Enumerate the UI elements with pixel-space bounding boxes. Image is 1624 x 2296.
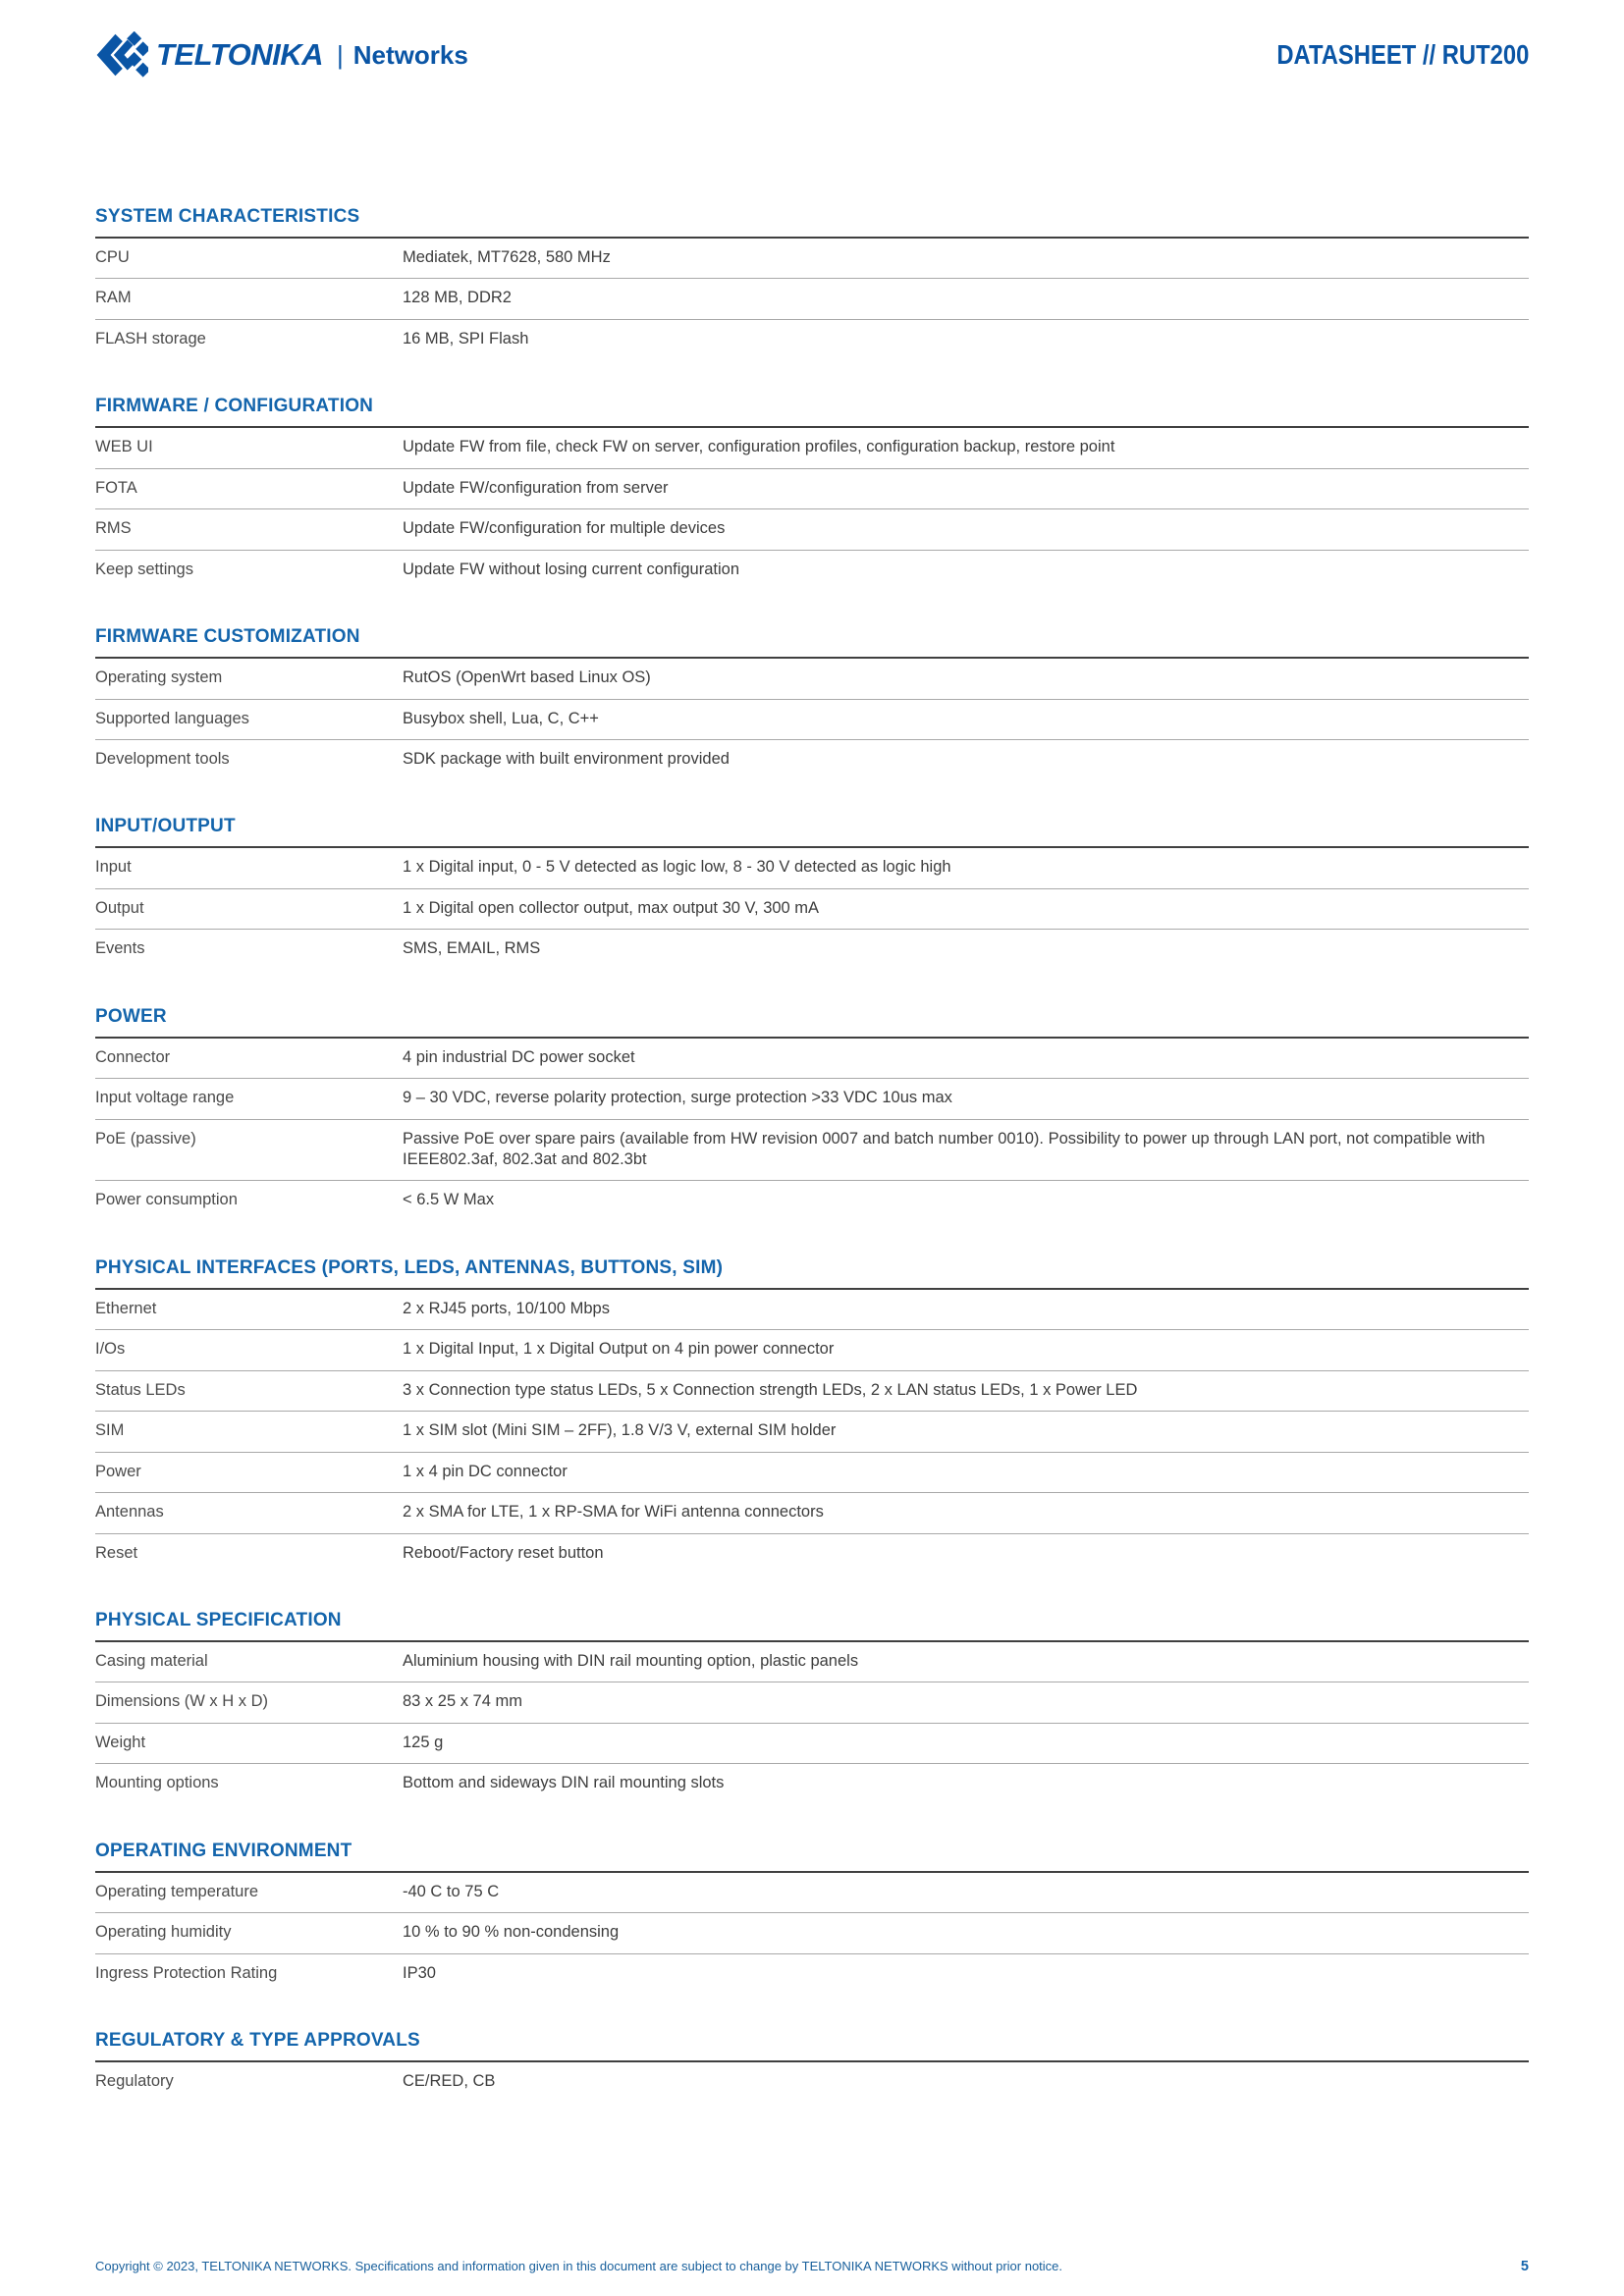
brand-name: TELTONIKA bbox=[156, 37, 324, 72]
spec-row-value: SMS, EMAIL, RMS bbox=[403, 939, 541, 958]
spec-row-label: I/Os bbox=[95, 1340, 126, 1359]
spec-row bbox=[95, 700, 1529, 740]
spec-row-label: Operating humidity bbox=[95, 1923, 232, 1942]
spec-row-value: Busybox shell, Lua, C, C++ bbox=[403, 709, 599, 727]
section-title: FIRMWARE / CONFIGURATION bbox=[95, 396, 374, 417]
spec-row-label: Events bbox=[95, 939, 145, 958]
spec-row-label: Ethernet bbox=[95, 1299, 157, 1317]
section-title: REGULATORY & TYPE APPROVALS bbox=[95, 2030, 420, 2051]
spec-row-value: 4 pin industrial DC power socket bbox=[403, 1047, 635, 1066]
spec-row bbox=[95, 1764, 1529, 1803]
spec-row-label: Reset bbox=[95, 1543, 138, 1562]
spec-row-value: 3 x Connection type status LEDs, 5 x Connection strength LEDs, 2 x LAN status LEDs, 1 x Power LED bbox=[403, 1380, 1138, 1399]
spec-sections bbox=[95, 206, 1529, 2102]
spec-row bbox=[95, 1412, 1529, 1452]
spec-row bbox=[95, 1120, 1529, 1182]
spec-row-label: Dimensions (W x H x D) bbox=[95, 1692, 269, 1711]
spec-row-value: Passive PoE over spare pairs (available from HW revision 0007 and batch number 0010). Possibility to power up through LAN port, not compatible with IEEE802.3af, 802.3at and 802.3bt bbox=[403, 1129, 1486, 1168]
spec-row-label: Status LEDs bbox=[95, 1380, 186, 1399]
spec-row bbox=[95, 320, 1529, 359]
spec-row-label: PoE (passive) bbox=[95, 1129, 196, 1148]
spec-row-value: 128 MB, DDR2 bbox=[403, 289, 512, 307]
section-title: OPERATING ENVIRONMENT bbox=[95, 1840, 352, 1861]
spec-row-label: FLASH storage bbox=[95, 329, 206, 347]
spec-row-value: 83 x 25 x 74 mm bbox=[403, 1692, 522, 1711]
spec-section bbox=[95, 206, 1529, 359]
spec-row-label: Operating system bbox=[95, 668, 223, 687]
spec-row-label: Weight bbox=[95, 1733, 146, 1751]
spec-section bbox=[95, 1610, 1529, 1804]
spec-row-value: Update FW without losing current configuration bbox=[403, 560, 740, 578]
spec-row bbox=[95, 1873, 1529, 1913]
spec-row-label: RMS bbox=[95, 519, 132, 538]
spec-row-label: Regulatory bbox=[95, 2072, 174, 2090]
spec-row bbox=[95, 1330, 1529, 1370]
spec-row-label: Power bbox=[95, 1462, 141, 1480]
brand-divider: | bbox=[337, 39, 344, 70]
spec-row-label: Output bbox=[95, 898, 144, 917]
spec-row bbox=[95, 428, 1529, 468]
spec-row-label: Casing material bbox=[95, 1651, 208, 1670]
spec-row-value: CE/RED, CB bbox=[403, 2072, 496, 2090]
spec-row bbox=[95, 551, 1529, 590]
spec-row-value: -40 C to 75 C bbox=[403, 1882, 500, 1900]
spec-row-value: Reboot/Factory reset button bbox=[403, 1543, 604, 1562]
spec-row-value: Mediatek, MT7628, 580 MHz bbox=[403, 248, 611, 266]
spec-row-value: RutOS (OpenWrt based Linux OS) bbox=[403, 668, 651, 687]
spec-row-label: Keep settings bbox=[95, 560, 193, 578]
spec-row bbox=[95, 279, 1529, 319]
spec-row-value: 125 g bbox=[403, 1733, 444, 1751]
spec-row bbox=[95, 1724, 1529, 1764]
spec-row bbox=[95, 1642, 1529, 1682]
spec-row bbox=[95, 1913, 1529, 1953]
spec-row-value: Aluminium housing with DIN rail mounting option, plastic panels bbox=[403, 1651, 859, 1670]
spec-row-label: RAM bbox=[95, 289, 132, 307]
spec-section bbox=[95, 1257, 1529, 1574]
spec-row-label: Mounting options bbox=[95, 1774, 219, 1792]
spec-row bbox=[95, 848, 1529, 888]
spec-row-value: Update FW/configuration for multiple devices bbox=[403, 519, 726, 538]
spec-row-value: 2 x RJ45 ports, 10/100 Mbps bbox=[403, 1299, 610, 1317]
spec-section bbox=[95, 1841, 1529, 1994]
spec-row-label: SIM bbox=[95, 1421, 125, 1440]
spec-row bbox=[95, 469, 1529, 509]
spec-section bbox=[95, 1006, 1529, 1221]
section-title: POWER bbox=[95, 1005, 167, 1027]
spec-row-value: IP30 bbox=[403, 1963, 436, 1982]
teltonika-logo bbox=[95, 31, 468, 79]
spec-row-value: 1 x SIM slot (Mini SIM – 2FF), 1.8 V/3 V, external SIM holder bbox=[403, 1421, 837, 1440]
teltonika-logo-icon bbox=[95, 31, 148, 79]
spec-row-label: FOTA bbox=[95, 478, 137, 497]
section-title: FIRMWARE CUSTOMIZATION bbox=[95, 626, 360, 648]
spec-row-label: Power consumption bbox=[95, 1191, 238, 1209]
spec-row-value: 2 x SMA for LTE, 1 x RP-SMA for WiFi antenna connectors bbox=[403, 1503, 824, 1522]
spec-row-label: Antennas bbox=[95, 1503, 164, 1522]
spec-row-value: 16 MB, SPI Flash bbox=[403, 329, 529, 347]
spec-row-value: 1 x Digital input, 0 - 5 V detected as logic low, 8 - 30 V detected as logic high bbox=[403, 858, 951, 877]
section-title: INPUT/OUTPUT bbox=[95, 816, 236, 837]
spec-section bbox=[95, 396, 1529, 590]
spec-row-value: Update FW from file, check FW on server, configuration profiles, configuration backup, restore point bbox=[403, 438, 1115, 456]
spec-row bbox=[95, 1181, 1529, 1220]
section-title: SYSTEM CHARACTERISTICS bbox=[95, 206, 360, 227]
spec-row bbox=[95, 740, 1529, 779]
spec-row bbox=[95, 889, 1529, 930]
spec-row-value: 9 – 30 VDC, reverse polarity protection, surge protection >33 VDC 10us max bbox=[403, 1089, 952, 1107]
spec-row bbox=[95, 1493, 1529, 1533]
page-number: 5 bbox=[1520, 2259, 1529, 2274]
section-title: PHYSICAL SPECIFICATION bbox=[95, 1609, 342, 1630]
spec-row-label: Connector bbox=[95, 1047, 171, 1066]
spec-row-value: Update FW/configuration from server bbox=[403, 478, 669, 497]
spec-row bbox=[95, 1954, 1529, 1994]
spec-row-value: 1 x 4 pin DC connector bbox=[403, 1462, 568, 1480]
spec-row-label: Supported languages bbox=[95, 709, 249, 727]
spec-row-label: WEB UI bbox=[95, 438, 153, 456]
spec-section bbox=[95, 626, 1529, 779]
spec-row bbox=[95, 2062, 1529, 2102]
document-title: DATASHEET // RUT200 bbox=[1276, 39, 1529, 70]
brand-suffix: Networks bbox=[352, 39, 468, 70]
spec-row bbox=[95, 1534, 1529, 1574]
page-footer bbox=[95, 2259, 1529, 2274]
spec-row bbox=[95, 659, 1529, 699]
spec-row bbox=[95, 1039, 1529, 1079]
spec-section bbox=[95, 2030, 1529, 2102]
spec-row bbox=[95, 509, 1529, 550]
spec-row-label: Input bbox=[95, 858, 132, 877]
spec-row-label: Ingress Protection Rating bbox=[95, 1963, 278, 1982]
spec-row-value: Bottom and sideways DIN rail mounting slots bbox=[403, 1774, 725, 1792]
section-title: PHYSICAL INTERFACES (PORTS, LEDS, ANTENNAS, BUTTONS, SIM) bbox=[95, 1256, 724, 1278]
page-header bbox=[95, 29, 1529, 80]
spec-row-value: SDK package with built environment provided bbox=[403, 749, 730, 768]
spec-row bbox=[95, 1290, 1529, 1330]
spec-row bbox=[95, 930, 1529, 969]
spec-row-value: 1 x Digital Input, 1 x Digital Output on 4 pin power connector bbox=[403, 1340, 835, 1359]
spec-row-label: Development tools bbox=[95, 749, 230, 768]
spec-row-value: 10 % to 90 % non-condensing bbox=[403, 1923, 620, 1942]
spec-row-label: Input voltage range bbox=[95, 1089, 235, 1107]
spec-row-value: < 6.5 W Max bbox=[403, 1191, 495, 1209]
spec-row-value: 1 x Digital open collector output, max output 30 V, 300 mA bbox=[403, 898, 820, 917]
spec-row-label: CPU bbox=[95, 248, 130, 266]
spec-row bbox=[95, 1682, 1529, 1723]
spec-row bbox=[95, 1079, 1529, 1119]
spec-section bbox=[95, 816, 1529, 969]
spec-row bbox=[95, 239, 1529, 279]
spec-row bbox=[95, 1371, 1529, 1412]
spec-row bbox=[95, 1453, 1529, 1493]
spec-row-label: Operating temperature bbox=[95, 1882, 259, 1900]
copyright-notice: Copyright © 2023, TELTONIKA NETWORKS. Specifications and information given in this document are subject to change by TELTONIKA NETWORKS without prior notice. bbox=[95, 2259, 1063, 2273]
